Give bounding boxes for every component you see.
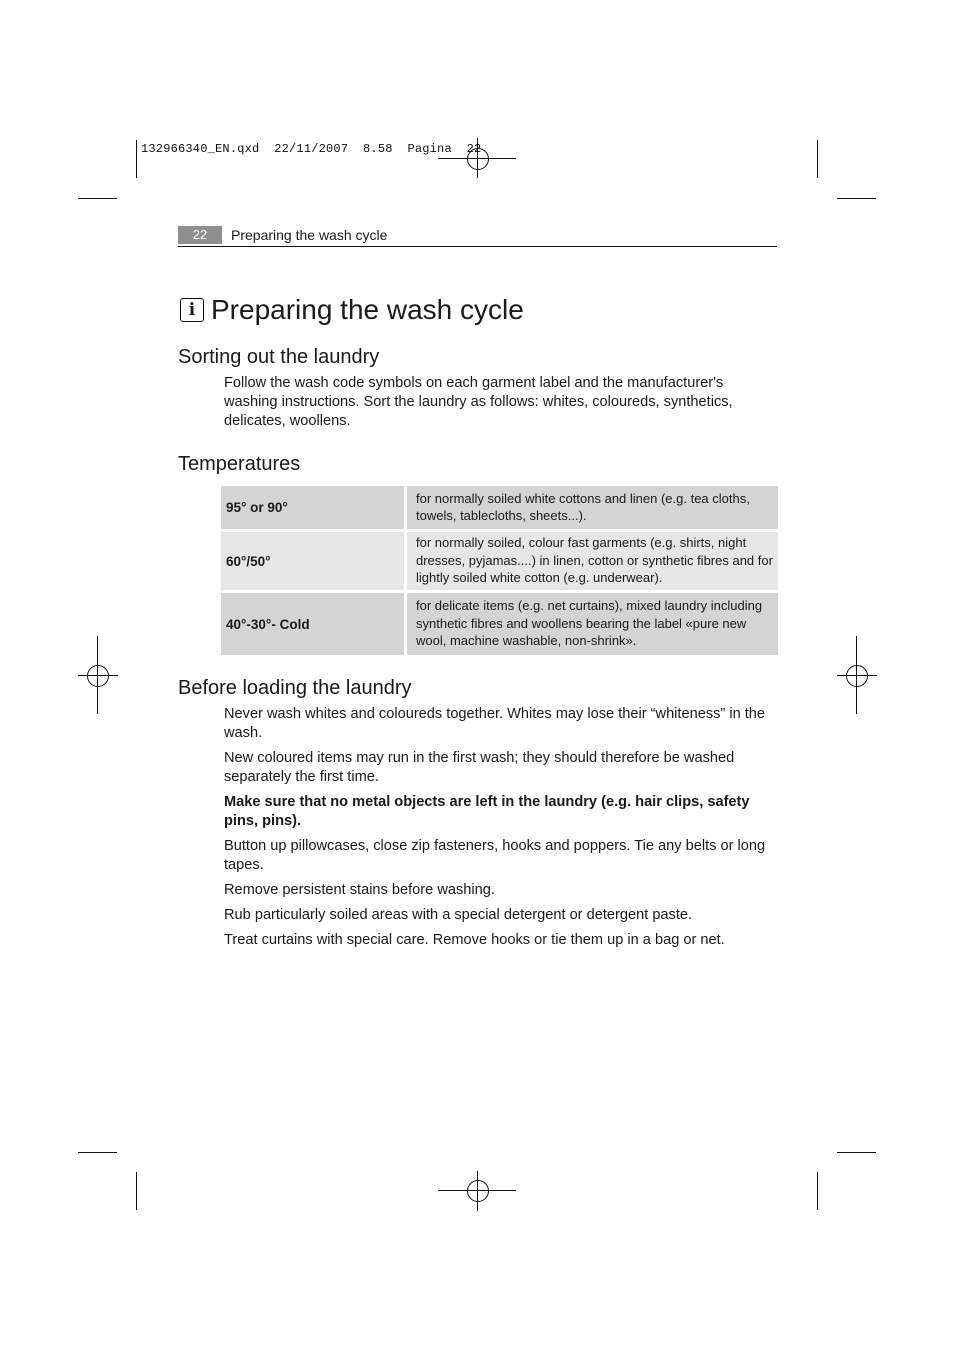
warning-paragraph: Make sure that no metal objects are left in the laundry (e.g. hair clips, safety pins, pins). [224, 794, 750, 829]
crop-mark [136, 1172, 137, 1210]
temperature-cell: 60°/50° [221, 529, 407, 590]
paragraph: New coloured items may run in the first wash; they should therefore be washed separately the first time. [224, 750, 735, 785]
paragraph: Button up pillowcases, close zip fasteners, hooks and poppers. Tie any belts or long tapes. [224, 838, 766, 873]
info-icon: i [180, 298, 204, 322]
page-number: 22 [178, 226, 222, 244]
crop-mark [837, 1152, 876, 1153]
table-row [221, 486, 778, 529]
print-slug: 132966340_EN.qxd 22/11/2007 8.58 Pagina 22 [141, 142, 482, 156]
paragraph: Never wash whites and coloureds together. Whites may lose their “whiteness” in the wash. [224, 706, 766, 741]
description-cell: for delicate items (e.g. net curtains), mixed laundry including synthetic fibres and woollens bearing the label «pure new wool, machine washable, non-shrink». [407, 590, 778, 655]
paragraph: Remove persistent stains before washing. [224, 882, 495, 898]
temperature-table [221, 486, 778, 655]
before-loading-heading: Before loading the laundry [178, 677, 412, 699]
temperature-cell: 95° or 90° [221, 486, 407, 529]
header-rule [178, 246, 777, 247]
sorting-body: Follow the wash code symbols on each garment label and the manufacturer's washing instructions. Sort the laundry as follows: whites, coloureds, synthetics, delicates, woollens. [224, 375, 733, 429]
temperature-cell: 40°-30°- Cold [221, 590, 407, 655]
title-row [180, 293, 524, 327]
crop-mark [817, 140, 818, 178]
crop-mark [837, 198, 876, 199]
sorting-heading: Sorting out the laundry [178, 346, 380, 368]
table-row [221, 590, 778, 655]
table-row [221, 529, 778, 590]
paragraph: Treat curtains with special care. Remove hooks or tie them up in a bag or net. [224, 932, 725, 948]
crop-mark [78, 1152, 117, 1153]
paragraph: Rub particularly soiled areas with a special detergent or detergent paste. [224, 907, 693, 923]
crop-mark [78, 198, 117, 199]
page-title: Preparing the wash cycle [211, 294, 524, 325]
description-cell: for normally soiled white cottons and linen (e.g. tea cloths, towels, tablecloths, sheets...). [407, 486, 778, 529]
temperatures-heading: Temperatures [178, 453, 301, 475]
crop-mark [817, 1172, 818, 1210]
crop-mark [136, 140, 137, 178]
description-cell: for normally soiled, colour fast garments (e.g. shirts, night dresses, pyjamas....) in linen, cotton or synthetic fibres and for lightly soiled white cotton (e.g. underwear). [407, 529, 778, 590]
running-title: Preparing the wash cycle [231, 227, 388, 243]
